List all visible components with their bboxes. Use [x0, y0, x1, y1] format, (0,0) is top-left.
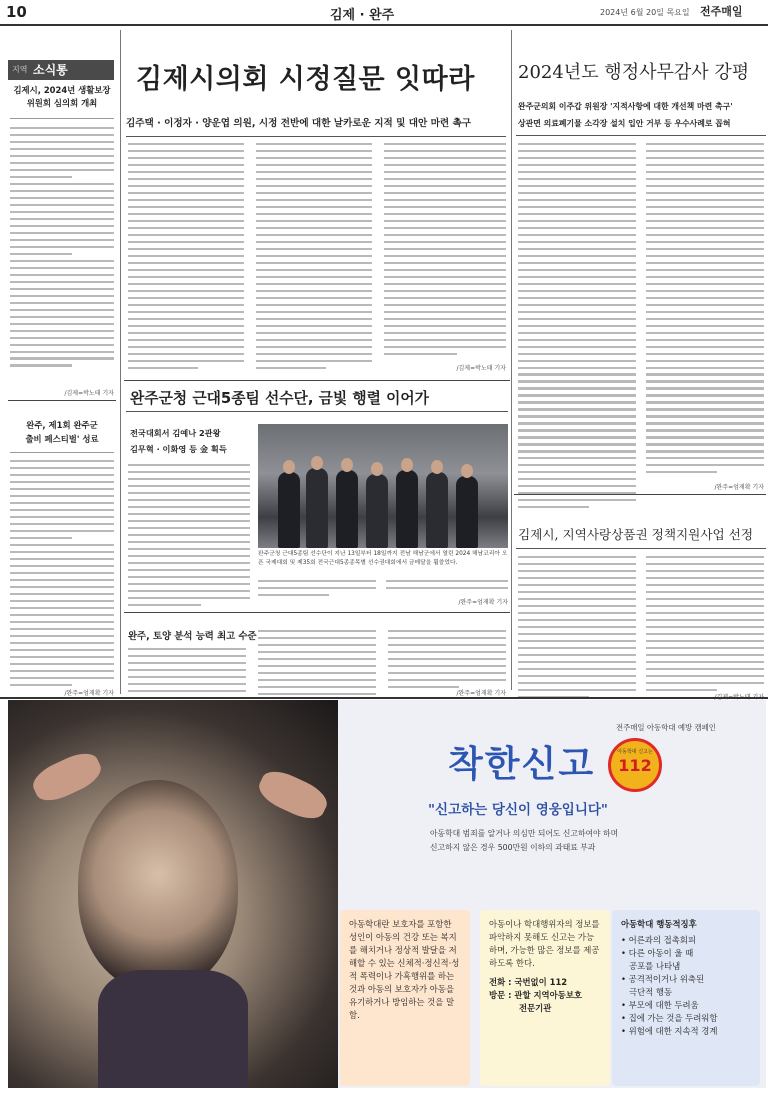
main-story-col3 — [384, 143, 506, 360]
admin-story-sub2: 상관면 의료폐기물 소각장 설치 입안 거부 등 우수사례로 꼽혀 — [518, 119, 731, 128]
ad-box-report-line3: 전문기관 — [519, 1003, 552, 1014]
soil-story-title: 완주, 토양 분석 능력 최고 수준 — [128, 631, 257, 642]
sidebar-item2-title: 완주, 제1회 완주군 출비 페스티벌' 성료 — [25, 420, 99, 445]
divider — [8, 400, 116, 401]
ad-box-signs-item: • 공격적이거나 위축된 — [621, 974, 705, 985]
sidebar-item1-credit: /김제=박노태 기자 — [64, 390, 114, 397]
gift-story-title: 김제시, 지역사랑상품권 정책지원사업 선정 — [518, 527, 753, 542]
sidebar-item1-title: 김제시, 2024년 생활보장 위원회 심의회 개최 — [13, 85, 111, 109]
photo-caption: 완주군청 근대5종팀 선수단이 지난 13일부터 18일까지 전남 해남군에서 열린 2024 해남코리아 오픈 국제대회 및 제35회 전국근대5종종목별 선수권대회에서 금메달을 휩쓸었다. — [258, 551, 508, 567]
ad-box-definition-text: 아동학대란 보호자를 포함한 성인이 아동의 건강 또는 복지를 해치거나 정상적 발달을 저해할 수 있는 신체적·정신적·성적 폭력이나 가혹행위를 하는 것과 아동의 보호자가 아동을 유기하거나 방임하는 것을 말함. — [349, 919, 460, 1021]
main-story-title: 김제시의회 시정질문 잇따라 — [136, 64, 475, 95]
admin-story-col1 — [518, 143, 636, 513]
ad-box-signs-title: 아동학대 행동적징후 — [621, 919, 697, 929]
admin-story-col2 — [646, 143, 764, 478]
sidebar-label-region: 지역 — [12, 65, 28, 74]
ad-box-report-line2: 방문 : 관할 지역아동보호 — [489, 990, 582, 1001]
soil-story-col2 — [258, 630, 376, 707]
divider — [124, 612, 510, 613]
ad-top-border — [0, 697, 768, 699]
admin-story-title: 2024년도 행정사무감사 강평 — [518, 62, 750, 83]
ad-campaign: 전주매일 아동학대 예방 캠페인 — [616, 723, 716, 732]
section-title: 김제 · 완주 — [330, 8, 395, 23]
ad-box-signs-item: • 부모에 대한 두려움 — [621, 1000, 699, 1011]
ad-badge-number: 112 — [618, 756, 652, 775]
admin-story-sub1: 완주군의회 이주갑 위원장 '지적사항에 대한 개선책 마련 촉구' — [518, 102, 733, 111]
divider — [10, 118, 114, 119]
ad-slogan: "신고하는 당신이 영웅입니다" — [428, 802, 608, 818]
ad-box-signs-item: 공포를 나타냄 — [621, 961, 681, 972]
admin-story-credit: /완주=엄재확 기자 — [714, 484, 764, 491]
sports-story-col3 — [386, 580, 508, 594]
divider — [10, 452, 114, 453]
main-story-col2 — [256, 143, 372, 373]
column-divider — [120, 30, 121, 694]
ad-box-report-text: 아동이나 학대행위자의 정보를 파악하지 못해도 신고는 가능하며, 가능한 많은 정보를 제공하도록 한다. — [489, 919, 600, 969]
sports-story-col1 — [128, 464, 250, 611]
column-divider — [511, 30, 512, 690]
main-story-col1 — [128, 143, 244, 373]
sidebar-item2-body — [10, 460, 114, 690]
ad-box-signs-item: • 위험에 대한 지속적 경계 — [621, 1026, 718, 1037]
soil-story-col1 — [128, 648, 246, 704]
divider — [516, 135, 766, 136]
campaign-ad — [8, 700, 766, 1088]
sports-story-col2 — [258, 580, 376, 601]
soil-story-col3 — [388, 630, 506, 693]
ad-box-signs-item: • 다른 아동이 울 때 — [621, 948, 694, 959]
ad-box-signs-item: 극단적 행동 — [621, 987, 673, 998]
gift-story-col2 — [646, 556, 764, 696]
page-number: 10 — [6, 3, 27, 21]
issue-date: 2024년 6월 20일 목요일 — [600, 8, 690, 17]
ad-desc2: 신고하지 않은 경우 500만원 이하의 과태료 부과 — [430, 843, 596, 852]
sports-story-sub2: 김무혁 · 이화영 등 金 획득 — [130, 444, 227, 454]
ad-box-report-line1: 전화 : 국번없이 112 — [489, 977, 568, 988]
sidebar-label-news: 소식통 — [33, 63, 68, 77]
ad-box-report — [480, 910, 610, 1086]
main-story-subtitle: 김주택 · 이정자 · 양운엽 의원, 시정 전반에 대한 날카로운 지적 및 대안 마련 촉구 — [126, 118, 471, 129]
sidebar-item2-credit: /완주=엄재확 기자 — [64, 690, 114, 697]
ad-box-signs — [612, 910, 760, 1086]
ad-desc1: 아동학대 범죄를 알거나 의심만 되어도 신고하여야 하며 — [430, 829, 619, 838]
ad-box-signs-item: • 집에 가는 것을 두려워함 — [621, 1013, 718, 1024]
sports-story-credit: /완주=엄재확 기자 — [458, 599, 508, 606]
divider — [126, 136, 506, 137]
sidebar-item1-body — [10, 127, 114, 371]
main-story-credit: /김제=박노태 기자 — [456, 365, 506, 372]
team-photo — [258, 424, 508, 548]
ad-logo: 착한신고 — [448, 744, 596, 785]
newspaper-brand: 전주매일 — [700, 5, 743, 18]
ad-box-signs-item: • 어른과의 접촉회피 — [621, 935, 696, 946]
divider — [124, 380, 510, 381]
ad-photo — [8, 700, 338, 1088]
sports-story-sub1: 전국대회서 김예나 2관왕 — [130, 428, 221, 438]
soil-story-credit: /완주=엄재확 기자 — [456, 690, 506, 697]
divider — [126, 411, 508, 412]
divider — [514, 494, 766, 495]
ad-box-definition — [340, 910, 470, 1086]
gift-story-col1 — [518, 556, 636, 703]
divider — [516, 548, 766, 549]
sports-story-title: 완주군청 근대5종팀 선수단, 금빛 행렬 이어가 — [130, 390, 429, 407]
ad-badge-text: 아동학대 신고는 — [617, 749, 653, 755]
